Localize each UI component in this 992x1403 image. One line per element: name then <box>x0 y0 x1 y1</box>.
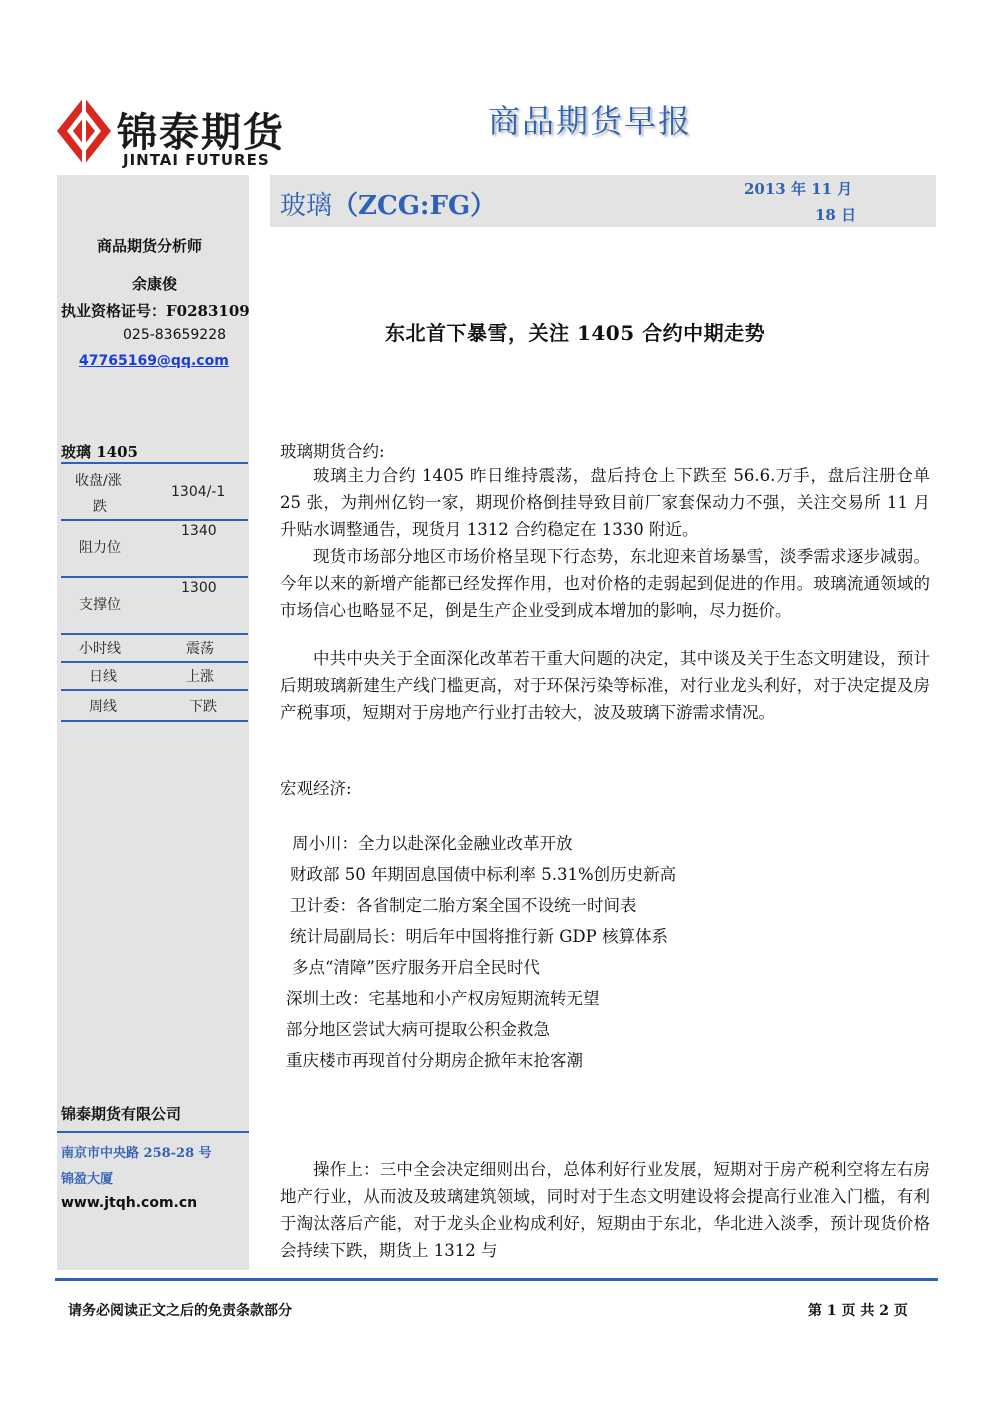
company-divider <box>57 1131 249 1133</box>
list-item: 部分地区尝试大病可提取公积金救急 <box>286 1020 550 1039</box>
weekly-label: 周线 <box>89 699 117 715</box>
close-label-line2: 跌 <box>93 499 107 515</box>
company-logo <box>55 95 285 175</box>
company-name: 锦泰期货有限公司 <box>61 1105 182 1123</box>
paragraph-operation: 操作上：三中全会决定细则出台，总体利好行业发展，短期对于房产税利空将左右房地产行业，从而波及玻璃建筑领域，同时对于生态文明建设将会提高行业准入门槛，有利于淘汰落后产能，对于龙头企业构成利好，短期由于东北，华北进入淡季，预计现货价格会持续下跌，期货上 1312 与 <box>280 1160 930 1260</box>
hourly-value: 震荡 <box>186 641 214 657</box>
table-row <box>61 633 248 661</box>
paragraph-spot-market: 现货市场部分地区市场价格呈现下行态势，东北迎来首场暴雪，淡季需求逐步减弱。今年以来的新增产能都已经发挥作用，也对价格的走弱起到促进的作用。玻璃流通领域的市场信心也略显不足，倒是生产企业受到成本增加的影响，尽力挺价。 <box>280 547 930 620</box>
product-title <box>280 185 496 222</box>
hourly-label: 小时线 <box>79 641 121 657</box>
report-date-day: 18 日 <box>815 206 857 224</box>
macro-news-list <box>286 828 676 1076</box>
footer-divider <box>55 1278 938 1281</box>
list-item: 统计局副局长：明后年中国将推行新 GDP 核算体系 <box>290 927 669 946</box>
logo-english-text: JINTAI FUTURES <box>123 151 270 169</box>
table-row <box>61 576 248 633</box>
analyst-license: 执业资格证号：F0283109 <box>61 302 250 320</box>
weekly-value: 下跌 <box>189 699 217 715</box>
company-address-line1: 南京市中央路 258-28 号 <box>61 1146 212 1161</box>
sidebar <box>57 175 249 1270</box>
analyst-name: 余康俊 <box>132 275 178 293</box>
support-value: 1300 <box>181 580 217 596</box>
paragraph-glass-market: 玻璃主力合约 1405 昨日维持震荡，盘后持仓上下跌至 56.6.万手，盘后注册仓单 25 张，为荆州亿钧一家，期现价格倒挂导致目前厂家套保动力不强，关注交易所 11 月升贴水调整通告，现货月 1312 合约稳定在 1330 附近。 <box>280 466 930 539</box>
daily-label: 日线 <box>89 669 117 685</box>
support-label: 支撑位 <box>79 597 121 613</box>
list-item: 深圳土改：宅基地和小产权房短期流转无望 <box>286 989 600 1008</box>
section-heading-macro: 宏观经济: <box>280 779 352 798</box>
section-heading-glass: 玻璃期货合约: <box>280 442 385 461</box>
product-title-name: 玻璃 <box>280 191 333 221</box>
report-title: 商品期货早报 <box>488 102 693 140</box>
jintai-logo-icon <box>55 95 113 167</box>
analyst-phone: 025-83659228 <box>123 327 227 343</box>
table-row <box>61 462 248 519</box>
footer-disclaimer: 请务必阅读正文之后的免责条款部分 <box>68 1303 292 1319</box>
close-value: 1304/-1 <box>171 484 226 500</box>
title-band <box>270 175 936 227</box>
table-row <box>61 689 248 720</box>
resistance-value: 1340 <box>181 523 217 539</box>
table-row <box>61 661 248 689</box>
analyst-email-link[interactable]: 47765169@qq.com <box>79 353 229 369</box>
footer-page-number: 第 1 页 共 2 页 <box>808 1303 908 1319</box>
list-item: 财政部 50 年期固息国债中标利率 5.31%创历史新高 <box>290 865 677 884</box>
list-item: 多点“清障”医疗服务开启全民时代 <box>292 958 540 977</box>
close-label-line1: 收盘/涨 <box>75 473 122 489</box>
list-item: 重庆楼市再现首付分期房企掀年末抢客潮 <box>286 1051 583 1070</box>
table-bottom-rule <box>61 720 248 722</box>
logo-chinese-text: 锦泰期货 <box>117 110 285 156</box>
list-item: 周小川：全力以赴深化金融业改革开放 <box>292 834 573 853</box>
paragraph-policy: 中共中央关于全面深化改革若干重大问题的决定，其中谈及关于生态文明建设，预计后期玻璃新建生产线门槛更高，对于环保污染等标准，对行业龙头利好，对于决定提及房产税事项，短期对于房地产行业打击较大，波及玻璃下游需求情况。 <box>280 649 930 722</box>
company-website-link[interactable]: www.jtqh.com.cn <box>61 1195 198 1211</box>
list-item: 卫计委：各省制定二胎方案全国不设统一时间表 <box>290 896 637 915</box>
table-row <box>61 519 248 576</box>
resistance-label: 阻力位 <box>79 540 121 556</box>
company-address-line2: 锦盈大厦 <box>61 1172 114 1187</box>
product-title-code: （ZCG:FG） <box>332 191 497 221</box>
report-date-year-month: 2013 年 11 月 <box>744 180 853 198</box>
headline: 东北首下暴雪，关注 1405 合约中期走势 <box>385 321 766 345</box>
contract-name: 玻璃 1405 <box>61 443 138 461</box>
daily-value: 上涨 <box>186 669 214 685</box>
analyst-title: 商品期货分析师 <box>97 237 203 255</box>
